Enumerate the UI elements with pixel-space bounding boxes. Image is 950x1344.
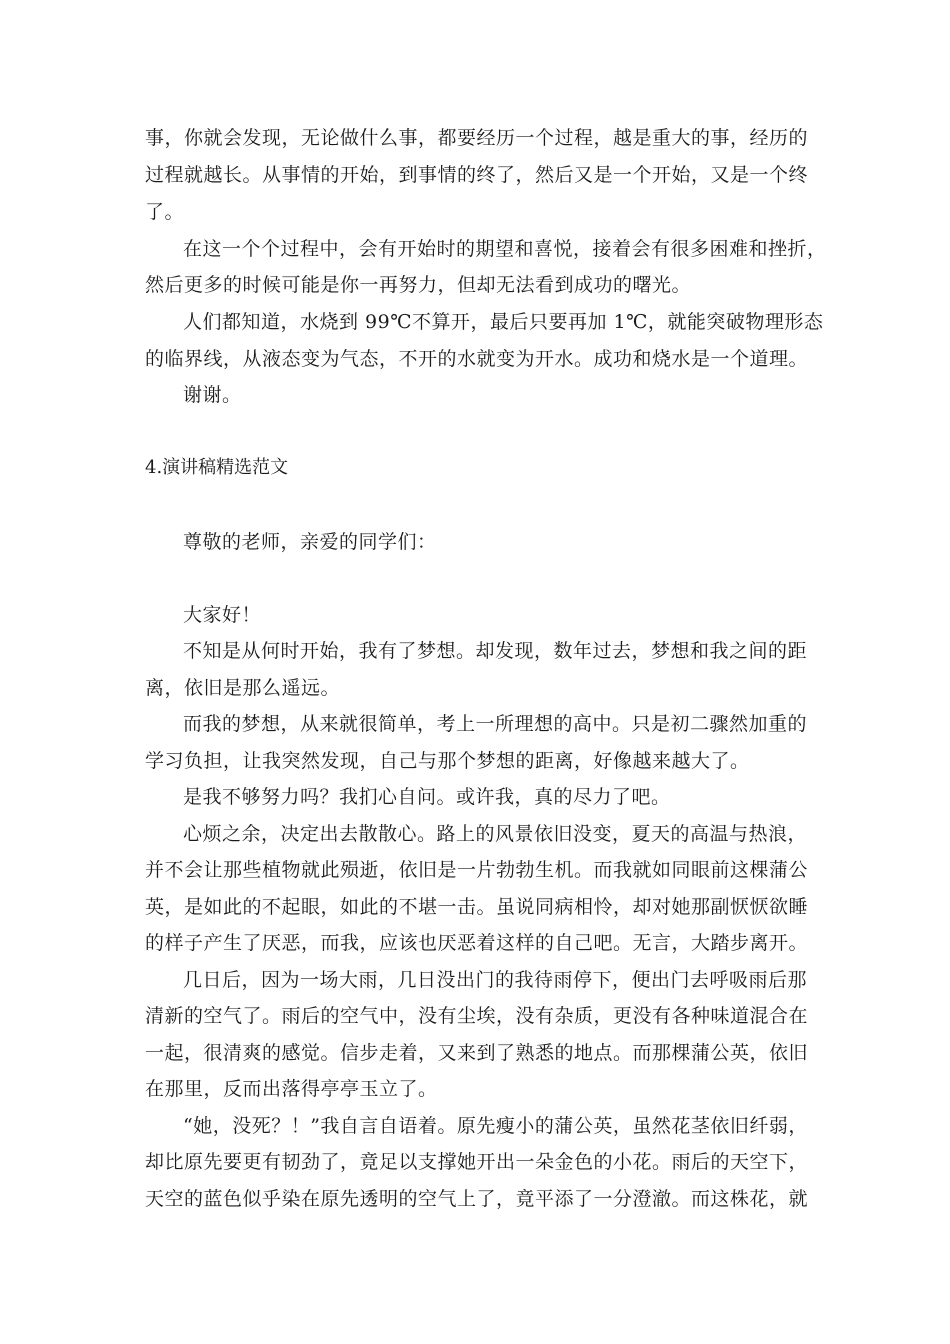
text-line: 却比原先要更有韧劲了，竟足以支撑她开出一朵金色的小花。雨后的天空下， bbox=[145, 1151, 809, 1173]
greeting: 大家好！ bbox=[183, 604, 262, 626]
salutation: 尊敬的老师，亲爱的同学们： bbox=[183, 531, 437, 553]
text-line: 的样子产生了厌恶，而我，应该也厌恶着这样的自己吧。无言，大踏步离开。 bbox=[145, 932, 809, 954]
text-line: 并不会让那些植物就此殒逝，依旧是一片勃勃生机。而我就如同眼前这棵蒲公 bbox=[145, 859, 809, 881]
text-line: 学习负担，让我突然发现，自己与那个梦想的距离，好像越来越大了。 bbox=[145, 750, 750, 772]
section-heading: 4.演讲稿精选范文 bbox=[145, 457, 289, 478]
text-line: “她，没死？！”我自言自语着。原先瘦小的蒲公英，虽然花茎依旧纤弱， bbox=[183, 1115, 808, 1137]
text-line: 心烦之余，决定出去散散心。路上的风景依旧没变，夏天的高温与热浪， bbox=[183, 823, 808, 845]
text-line: 在这一个个过程中，会有开始时的期望和喜悦，接着会有很多困难和挫折， bbox=[183, 238, 827, 260]
text-line: 的临界线，从液态变为气态，不开的水就变为开水。成功和烧水是一个道理。 bbox=[145, 348, 809, 370]
text-line: 了。 bbox=[145, 201, 185, 223]
text-line: 不知是从何时开始，我有了梦想。却发现，数年过去，梦想和我之间的距 bbox=[183, 640, 808, 662]
text-line: 英，是如此的不起眼，如此的不堪一击。虽说同病相怜，却对她那副恹恹欲睡 bbox=[145, 896, 809, 918]
text-line: 天空的蓝色似乎染在原先透明的空气上了，竟平添了一分澄澈。而这株花，就 bbox=[145, 1188, 809, 1210]
text-line: 过程就越长。从事情的开始，到事情的终了，然后又是一个开始，又是一个终 bbox=[145, 164, 809, 186]
closing-line: 谢谢。 bbox=[183, 384, 242, 406]
text-line: 人们都知道，水烧到 99℃不算开，最后只要再加 1℃，就能突破物理形态 bbox=[183, 311, 824, 333]
text-line: 而我的梦想，从来就很简单，考上一所理想的高中。只是初二骤然加重的 bbox=[183, 713, 808, 735]
text-line: 在那里，反而出落得亭亭玉立了。 bbox=[145, 1078, 438, 1100]
text-line: 离，依旧是那么遥远。 bbox=[145, 677, 341, 699]
text-line: 一起，很清爽的感觉。信步走着，又来到了熟悉的地点。而那棵蒲公英，依旧 bbox=[145, 1042, 809, 1064]
text-line: 清新的空气了。雨后的空气中，没有尘埃，没有杂质，更没有各种味道混合在 bbox=[145, 1005, 809, 1027]
text-line: 几日后，因为一场大雨，几日没出门的我待雨停下，便出门去呼吸雨后那 bbox=[183, 969, 808, 991]
text-line: 然后更多的时候可能是你一再努力，但却无法看到成功的曙光。 bbox=[145, 274, 692, 296]
text-line: 是我不够努力吗？我扪心自问。或许我，真的尽力了吧。 bbox=[183, 786, 671, 808]
text-line: 事，你就会发现，无论做什么事，都要经历一个过程，越是重大的事，经历的 bbox=[145, 127, 809, 149]
